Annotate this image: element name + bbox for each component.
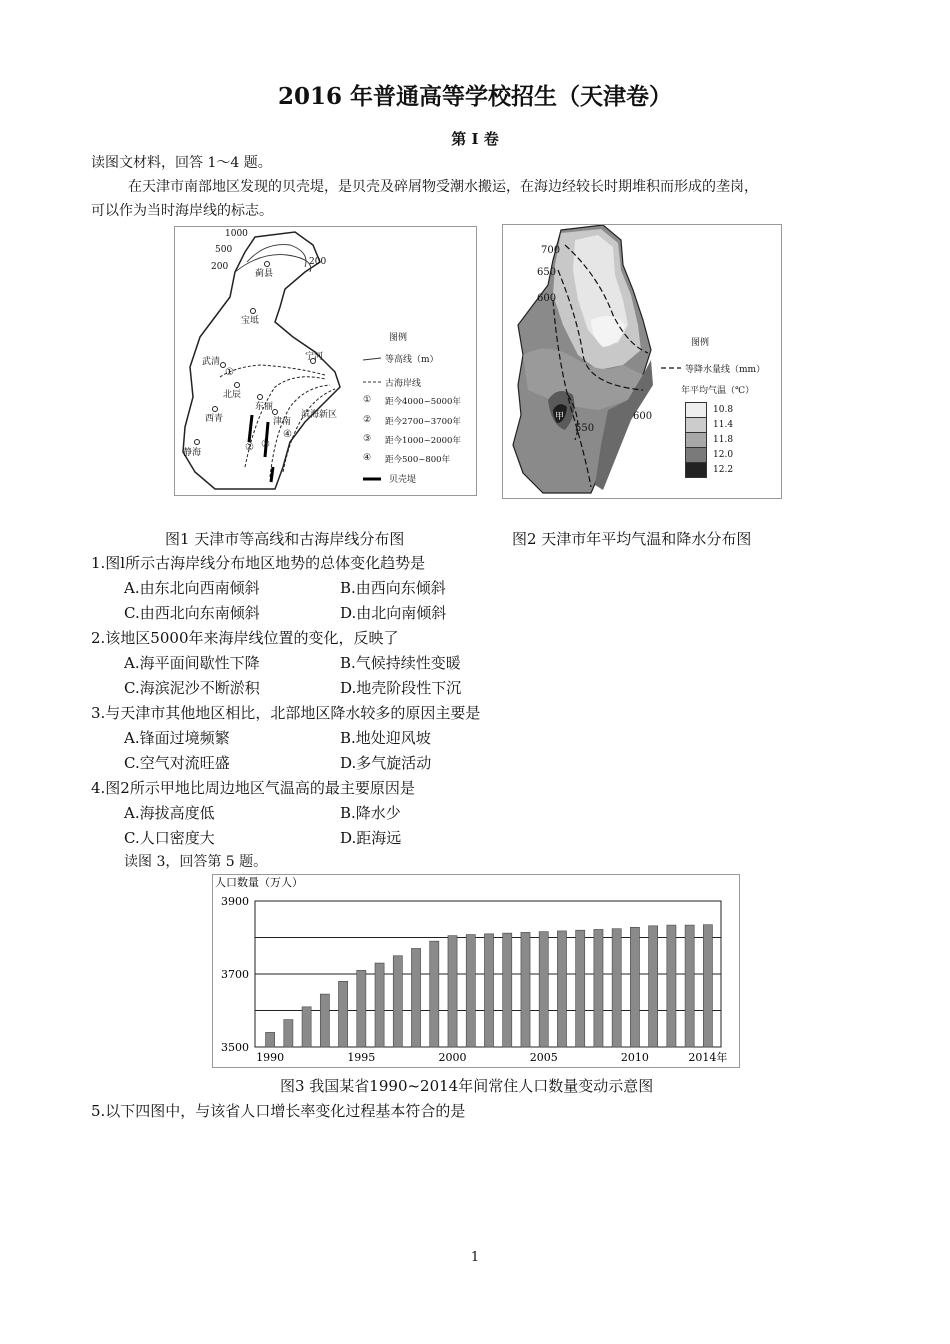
- option[interactable]: B.地处迎风坡: [340, 729, 431, 747]
- option[interactable]: C.由西北向东南倾斜: [124, 604, 260, 622]
- bar: [667, 925, 676, 1047]
- bar: [266, 1032, 275, 1047]
- bar: [448, 936, 457, 1047]
- x-tick-label: 1995: [347, 1051, 376, 1064]
- place-label: 宝坻: [241, 316, 260, 326]
- option[interactable]: D.多气旋活动: [340, 754, 432, 772]
- bar: [503, 933, 512, 1047]
- bar: [357, 970, 366, 1047]
- legend-item: 贝壳堤: [389, 475, 417, 485]
- legend-item: 距今1000~2000年: [385, 436, 461, 446]
- marker-label: ①: [225, 367, 234, 378]
- option[interactable]: B.气候持续性变暖: [340, 654, 461, 672]
- place-label: 北辰: [223, 390, 242, 400]
- y-axis-label: 人口数量（万人）: [215, 876, 303, 889]
- contour-label: 200: [211, 262, 229, 272]
- x-tick-label: 1990: [256, 1051, 285, 1064]
- fig1-caption: 图1 天津市等高线和古海岸线分布图: [165, 530, 405, 548]
- question-4: 4.图2所示甲地比周边地区气温高的最主要原因是: [91, 779, 415, 797]
- figure-2: [502, 224, 782, 499]
- temp-label: 12.2: [713, 464, 734, 475]
- option[interactable]: A.锋面过境频繁: [124, 729, 230, 747]
- option[interactable]: C.人口密度大: [124, 829, 215, 847]
- fig3-caption: 图3 我国某省1990~2014年间常住人口数量变动示意图: [280, 1077, 654, 1095]
- bar: [703, 925, 712, 1047]
- isohyet-label: 600: [537, 293, 557, 304]
- bar: [576, 930, 585, 1047]
- contour-label: 1000: [225, 229, 248, 239]
- place-label: 静海: [183, 448, 202, 458]
- bar: [302, 1007, 311, 1047]
- temp-label: 12.0: [713, 449, 734, 460]
- option[interactable]: A.海拔高度低: [124, 804, 215, 822]
- passage-line-1: 在天津市南部地区发现的贝壳堤，是贝壳及碎屑物受潮水搬运，在海边经较长时期堆积而形成的垄岗，: [128, 179, 758, 195]
- temp-swatch: [685, 462, 707, 478]
- bar: [557, 931, 566, 1047]
- x-tick-label: 2005: [529, 1051, 558, 1064]
- isohyet-label: 550: [575, 423, 595, 434]
- temp-swatch: [685, 432, 707, 448]
- bar: [430, 941, 439, 1047]
- option[interactable]: A.由东北向西南倾斜: [124, 579, 260, 597]
- temp-swatch: [685, 402, 707, 418]
- marker-label: ②: [245, 442, 254, 453]
- question-3: 3.与天津市其他地区相比，北部地区降水较多的原因主要是: [91, 704, 481, 722]
- option[interactable]: D.由北向南倾斜: [340, 604, 447, 622]
- option[interactable]: B.降水少: [340, 804, 401, 822]
- bar: [375, 963, 384, 1047]
- place-label: 武清: [202, 357, 221, 367]
- option[interactable]: B.由西向东倾斜: [340, 579, 446, 597]
- bar: [685, 925, 694, 1047]
- bar: [484, 934, 493, 1047]
- legend-item: 古海岸线: [385, 379, 422, 389]
- isohyet-label: 650: [537, 267, 557, 278]
- legend-item: 等降水量线（mm）: [685, 365, 766, 375]
- temp-swatch: [685, 417, 707, 433]
- x-tick-label: 2010: [620, 1051, 649, 1064]
- marker-label: ④: [283, 429, 292, 440]
- fig2-caption: 图2 天津市年平均气温和降水分布图: [512, 530, 752, 548]
- option[interactable]: C.空气对流旺盛: [124, 754, 230, 772]
- isohyet-label: 700: [541, 245, 561, 256]
- option[interactable]: A.海平面间歇性下降: [124, 654, 260, 672]
- temp-legend-row: [685, 432, 733, 447]
- bar: [339, 981, 348, 1047]
- legend-title: 图例: [691, 338, 710, 348]
- option[interactable]: C.海滨泥沙不断淤积: [124, 679, 260, 697]
- isohyet-label: 600: [633, 411, 653, 422]
- place-label: 宁河: [305, 352, 324, 362]
- legend-item: 距今2700~3700年: [385, 417, 461, 427]
- passage-line-2: 可以作为当时海岸线的标志。: [91, 203, 273, 219]
- population-chart: [213, 875, 739, 1067]
- bar: [466, 935, 475, 1047]
- question-2: 2.该地区5000年来海岸线位置的变化，反映了: [91, 629, 399, 647]
- figure-3: [212, 874, 740, 1068]
- bar: [630, 927, 639, 1047]
- question-5: 5.以下四图中，与该省人口增长率变化过程基本符合的是: [91, 1102, 466, 1120]
- place-label: 滨海新区: [301, 410, 338, 420]
- figure-1: 1000 500 200 200 蓟县 宝坻 宁河 武清 北辰 东丽 西青 津南 滨海新区 静海 ① ② ③ ④ 图例 等高线（m） 古海岸线 ① 距今4000~5000年 ② 距今2700~3700年 ③ 距今1000~2000年 ④ 距今500~800年 贝壳堤: [174, 226, 477, 496]
- contour-label: 500: [215, 245, 233, 255]
- place-label: 西青: [205, 414, 224, 424]
- x-tick-label: 2014年: [688, 1051, 728, 1064]
- bar: [649, 926, 658, 1047]
- question-1: 1.图l所示古海岸线分布地区地势的总体变化趋势是: [91, 554, 426, 572]
- bar: [284, 1020, 293, 1047]
- page-title: 2016 年普通高等学校招生（天津卷）: [277, 83, 673, 110]
- intro-2: 读图 3，回答第 5 题。: [124, 854, 268, 870]
- bar: [393, 956, 402, 1047]
- legend-item: 等高线（m）: [385, 355, 439, 365]
- bar: [320, 994, 329, 1047]
- bar: [539, 932, 548, 1047]
- temp-legend: [685, 402, 733, 477]
- temp-label: 11.4: [713, 419, 734, 430]
- temp-legend-row: [685, 417, 733, 432]
- place-label: 东丽: [255, 402, 274, 412]
- bar: [612, 929, 621, 1047]
- temp-label: 11.8: [713, 434, 734, 445]
- y-tick-label: 3700: [221, 968, 249, 981]
- temp-legend-row: [685, 402, 733, 417]
- contour-label: 200: [309, 257, 327, 267]
- intro-text: 读图文材料，回答 1～4 题。: [91, 155, 272, 171]
- volume-heading: 第 I 卷: [451, 130, 499, 148]
- temp-legend-row: [685, 447, 733, 462]
- legend-item: 距今500~800年: [385, 455, 451, 465]
- y-tick-label: 3500: [221, 1041, 249, 1054]
- legend-title: 图例: [389, 333, 408, 343]
- bar: [411, 948, 420, 1047]
- temp-swatch: [685, 447, 707, 463]
- option[interactable]: D.地壳阶段性下沉: [340, 679, 462, 697]
- temp-label: 10.8: [713, 404, 734, 415]
- temp-legend-row: [685, 462, 733, 477]
- bar: [594, 929, 603, 1047]
- page-number: 1: [470, 1250, 480, 1265]
- legend-item: 距今4000~5000年: [385, 397, 461, 407]
- place-label: 蓟县: [255, 269, 274, 279]
- jia-label: 甲: [555, 412, 565, 422]
- bar: [521, 932, 530, 1047]
- y-tick-label: 3900: [221, 895, 249, 908]
- x-tick-label: 2000: [438, 1051, 467, 1064]
- option[interactable]: D.距海远: [340, 829, 402, 847]
- marker-label: ③: [261, 439, 270, 450]
- legend-item: 年平均气温（℃）: [681, 386, 755, 396]
- place-label: 津南: [273, 417, 292, 427]
